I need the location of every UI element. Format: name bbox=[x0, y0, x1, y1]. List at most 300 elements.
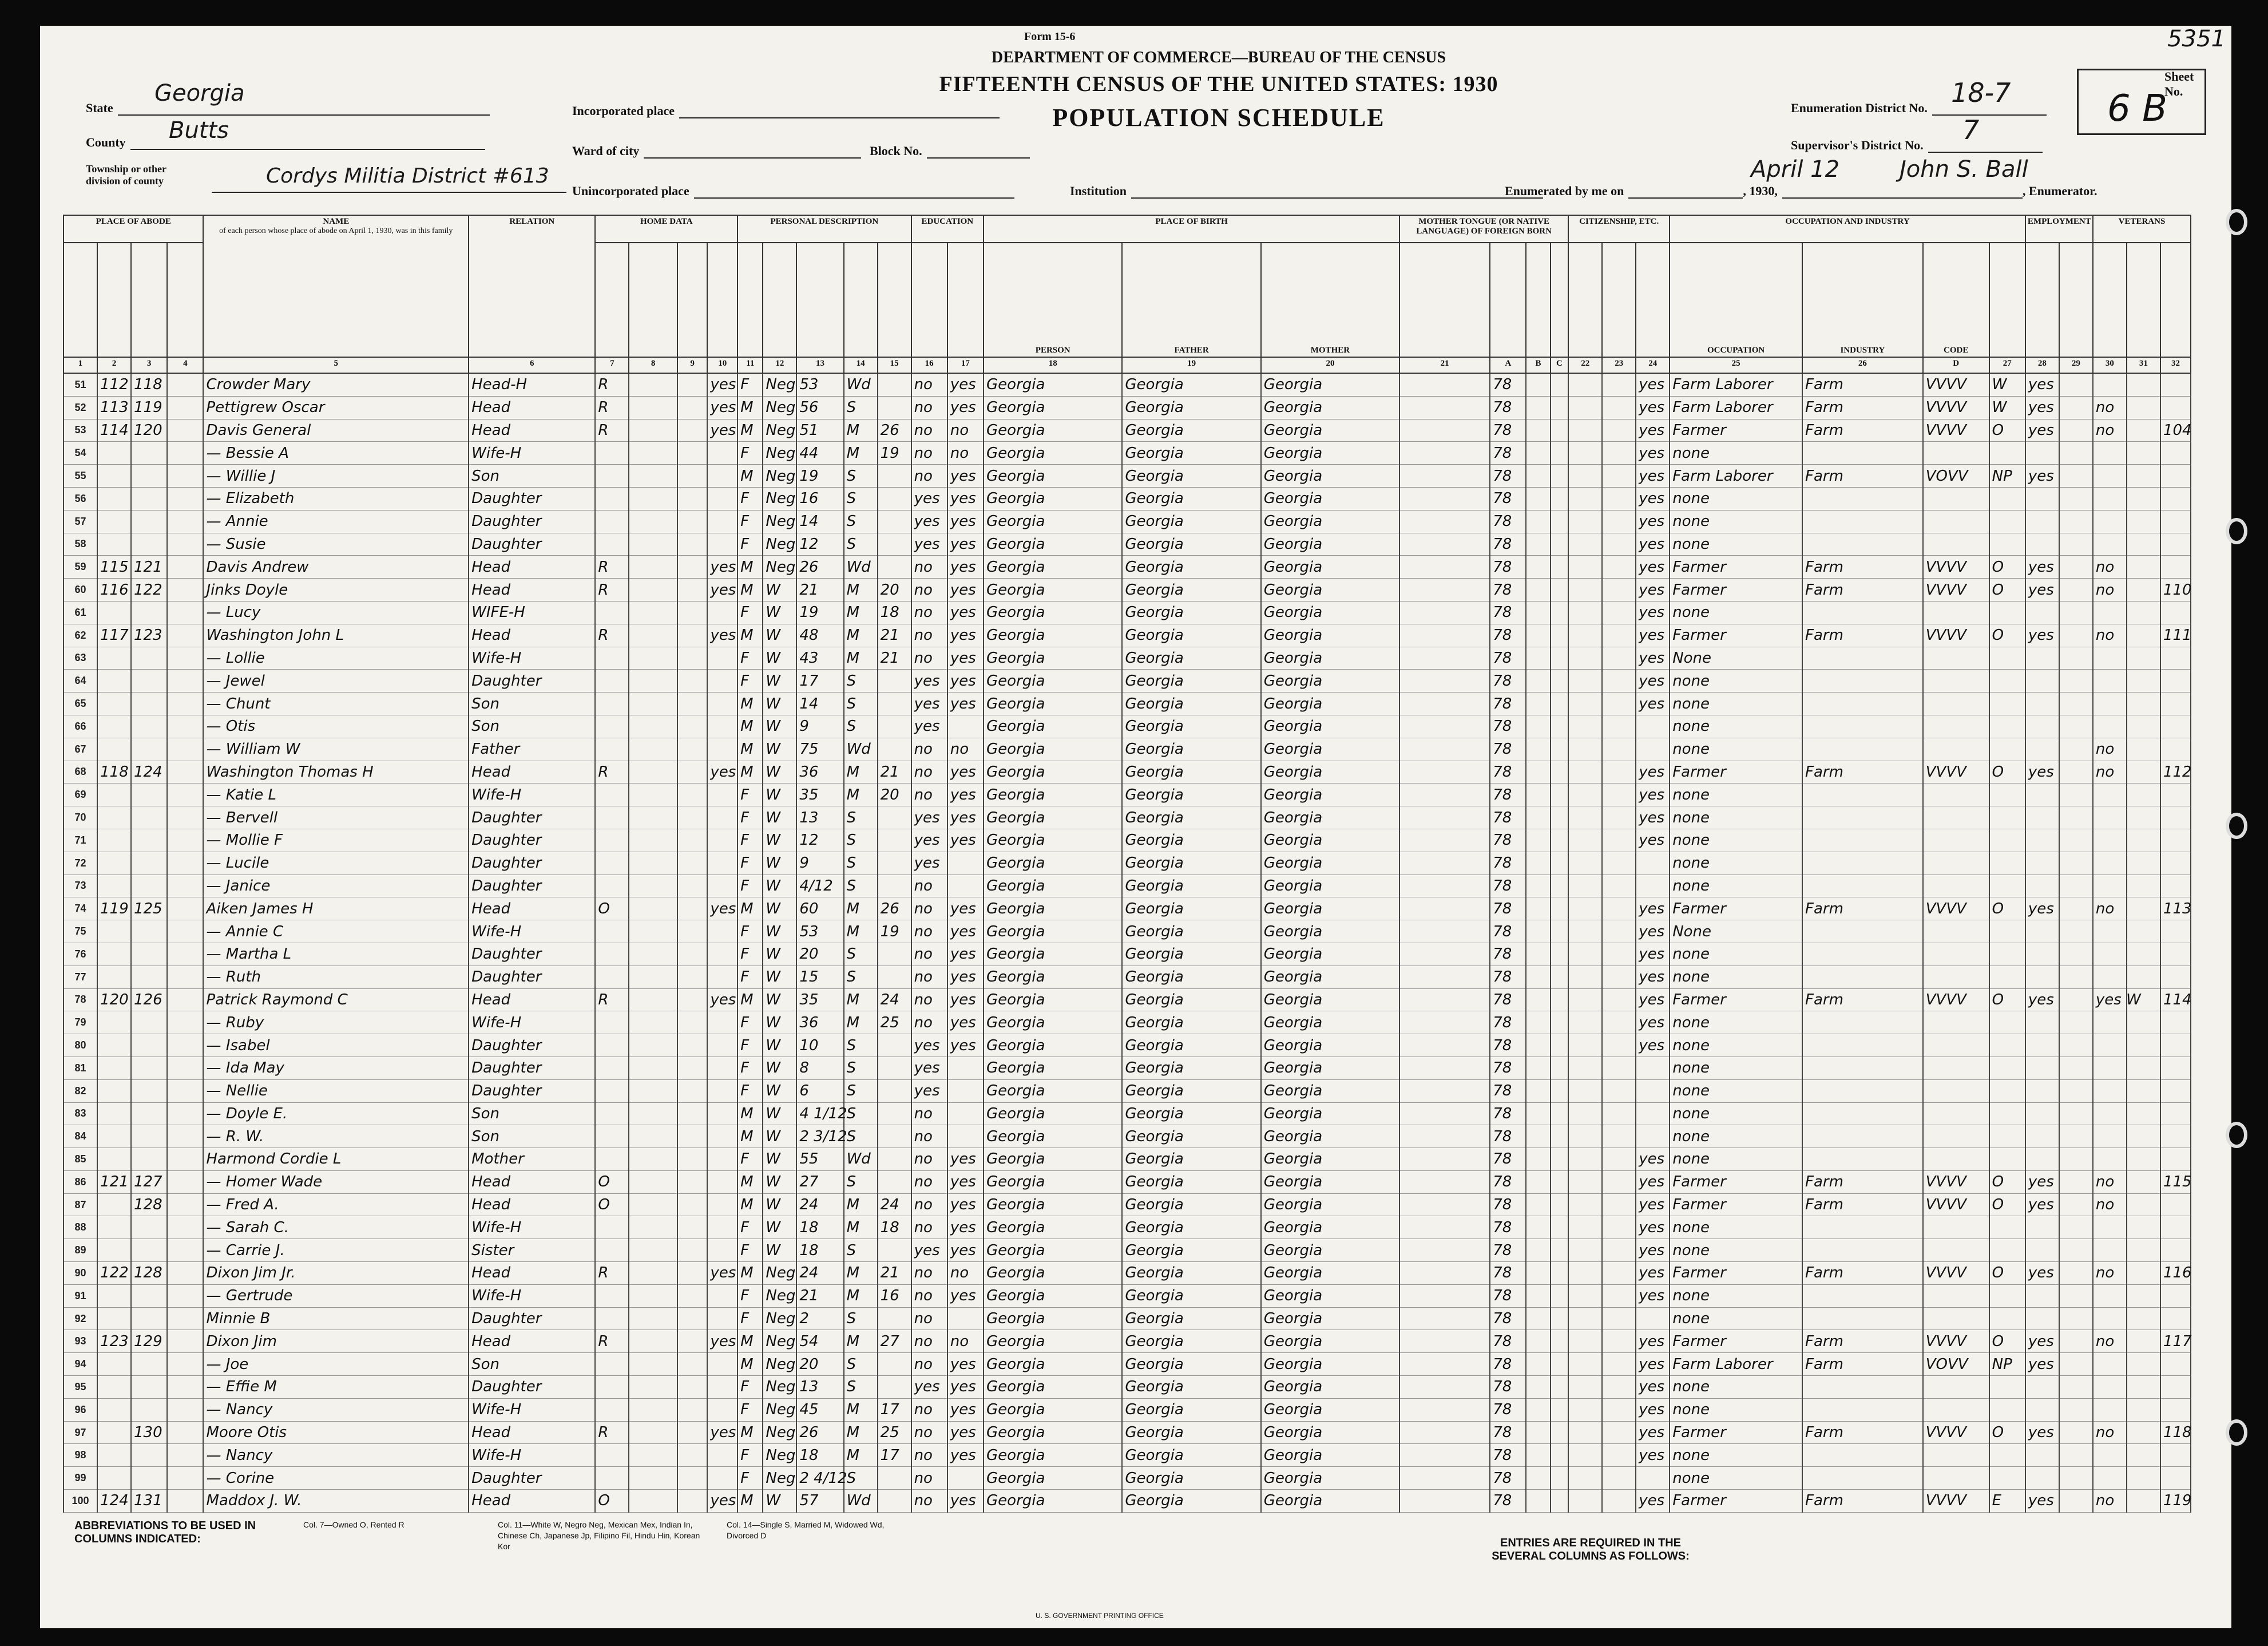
empty-cell bbox=[1568, 373, 1602, 396]
cell-fam: 121 bbox=[131, 556, 167, 579]
cell-home bbox=[595, 1444, 629, 1467]
cell-fam bbox=[131, 784, 167, 806]
cell-fpob: Georgia bbox=[1122, 1216, 1260, 1239]
cell-mpob: Georgia bbox=[1261, 1239, 1399, 1262]
census-sheet bbox=[40, 26, 2231, 1628]
empty-cell bbox=[167, 715, 203, 738]
cell-vet bbox=[2093, 373, 2127, 396]
empty-cell bbox=[1551, 1216, 1569, 1239]
empty-cell bbox=[1551, 897, 1569, 920]
township-label: Township or other division of county bbox=[86, 163, 166, 187]
cell-cls bbox=[1989, 852, 2025, 875]
cell-code bbox=[1923, 715, 1989, 738]
cell-radio bbox=[677, 1284, 708, 1307]
cell-age: 51 bbox=[796, 419, 843, 442]
empty-cell bbox=[1526, 897, 1550, 920]
cell-eng: yes bbox=[1636, 1330, 1670, 1353]
township-value: Cordys Militia District #613 bbox=[266, 164, 549, 188]
cell-cls bbox=[1989, 1307, 2025, 1330]
cell-fam bbox=[131, 1398, 167, 1421]
empty-cell bbox=[167, 1057, 203, 1079]
cell-fpob: Georgia bbox=[1122, 1034, 1260, 1057]
empty-cell bbox=[1551, 966, 1569, 988]
cell-mar: S bbox=[844, 1307, 878, 1330]
cell-sch: yes bbox=[911, 1079, 947, 1102]
line-number: 76 bbox=[64, 943, 97, 966]
cell-eng: yes bbox=[1636, 624, 1670, 647]
empty-cell bbox=[1602, 1170, 1636, 1193]
cell-sex: F bbox=[738, 784, 763, 806]
cell-fam bbox=[131, 1284, 167, 1307]
cell-home bbox=[595, 1353, 629, 1376]
cell-sch: no bbox=[911, 920, 947, 943]
cell-fpob: Georgia bbox=[1122, 1444, 1260, 1467]
empty-cell bbox=[2127, 1193, 2160, 1216]
cell-sch: no bbox=[911, 897, 947, 920]
empty-cell bbox=[2127, 1216, 2160, 1239]
cell-rel: Head bbox=[469, 1170, 595, 1193]
column-number: 32 bbox=[2160, 357, 2191, 373]
empty-cell bbox=[2127, 1421, 2160, 1444]
table-row bbox=[64, 670, 2191, 693]
cell-cls: O bbox=[1989, 1330, 2025, 1353]
cell-read: no bbox=[947, 442, 984, 465]
cell-farm bbox=[707, 806, 738, 829]
cell-code bbox=[1923, 647, 1989, 670]
cell-race: W bbox=[763, 1079, 796, 1102]
cell-eng: yes bbox=[1636, 966, 1670, 988]
cell-read: yes bbox=[947, 670, 984, 693]
cell-sex: M bbox=[738, 1490, 763, 1513]
empty-cell bbox=[2127, 1490, 2160, 1513]
cell-pob: Georgia bbox=[984, 1330, 1122, 1353]
cell-cls bbox=[1989, 1011, 2025, 1034]
cell-race: W bbox=[763, 1057, 796, 1079]
cell-occ: None bbox=[1670, 647, 1802, 670]
cell-mar: Wd bbox=[844, 1490, 878, 1513]
cell-fpob: Georgia bbox=[1122, 579, 1260, 602]
line-number: 88 bbox=[64, 1216, 97, 1239]
cell-mpob: Georgia bbox=[1261, 1490, 1399, 1513]
empty-cell bbox=[1602, 1398, 1636, 1421]
empty-cell bbox=[1602, 988, 1636, 1011]
cell-fpob: Georgia bbox=[1122, 761, 1260, 784]
line-number: 74 bbox=[64, 897, 97, 920]
cell-home bbox=[595, 1376, 629, 1399]
cell-dw bbox=[97, 1193, 131, 1216]
cell-home bbox=[595, 852, 629, 875]
empty-cell bbox=[1602, 1421, 1636, 1444]
empty-cell bbox=[167, 1307, 203, 1330]
cell-mpob: Georgia bbox=[1261, 966, 1399, 988]
column-number: 17 bbox=[947, 357, 984, 373]
cell-pob: Georgia bbox=[984, 373, 1122, 396]
column-number: 23 bbox=[1602, 357, 1636, 373]
cell-code bbox=[1923, 784, 1989, 806]
cell-pob: Georgia bbox=[984, 556, 1122, 579]
cell-farm bbox=[707, 738, 738, 761]
empty-cell bbox=[1526, 1307, 1550, 1330]
empty-cell bbox=[2127, 533, 2160, 556]
cell-name: Aiken James H bbox=[203, 897, 469, 920]
cell-eng: yes bbox=[1636, 1421, 1670, 1444]
empty-cell bbox=[1551, 829, 1569, 852]
cell-home bbox=[595, 1011, 629, 1034]
cell-cls: O bbox=[1989, 579, 2025, 602]
cell-name: — Mollie F bbox=[203, 829, 469, 852]
cell-dw: 123 bbox=[97, 1330, 131, 1353]
cell-mpob: Georgia bbox=[1261, 920, 1399, 943]
empty-cell bbox=[167, 510, 203, 533]
cell-mpob: Georgia bbox=[1261, 1148, 1399, 1171]
empty-cell bbox=[2127, 920, 2160, 943]
cell-dw bbox=[97, 465, 131, 488]
column-number: 3 bbox=[131, 357, 167, 373]
empty-cell bbox=[1602, 579, 1636, 602]
cell-occ: none bbox=[1670, 1034, 1802, 1057]
cell-occ: none bbox=[1670, 510, 1802, 533]
cell-rel: Head bbox=[469, 761, 595, 784]
table-row bbox=[64, 601, 2191, 624]
cell-home: O bbox=[595, 897, 629, 920]
cell-farm bbox=[707, 1125, 738, 1148]
empty-cell bbox=[1568, 806, 1602, 829]
cell-fpob: Georgia bbox=[1122, 829, 1260, 852]
cell-sch: yes bbox=[911, 693, 947, 715]
table-row bbox=[64, 1284, 2191, 1307]
cell-vet bbox=[2093, 1102, 2127, 1125]
cell-home: R bbox=[595, 556, 629, 579]
cell-radio bbox=[677, 1170, 708, 1193]
empty-cell bbox=[2059, 647, 2093, 670]
cell-age1 bbox=[878, 943, 911, 966]
cell-age1: 25 bbox=[878, 1421, 911, 1444]
cell-fam: 123 bbox=[131, 624, 167, 647]
empty-cell bbox=[2127, 1376, 2160, 1399]
cell-farm bbox=[707, 943, 738, 966]
cell-rel: Son bbox=[469, 693, 595, 715]
cell-home bbox=[595, 1057, 629, 1079]
cell-code: VVVV bbox=[1923, 556, 1989, 579]
cell-age: 21 bbox=[796, 1284, 843, 1307]
cell-mpob: Georgia bbox=[1261, 852, 1399, 875]
cell-name: — Susie bbox=[203, 533, 469, 556]
empty-cell bbox=[1568, 1193, 1602, 1216]
ward-field bbox=[572, 140, 861, 159]
cell-age: 17 bbox=[796, 670, 843, 693]
cell-rel: Head bbox=[469, 556, 595, 579]
cell-dw bbox=[97, 1148, 131, 1171]
cell-age1 bbox=[878, 533, 911, 556]
cell-fam bbox=[131, 647, 167, 670]
census-grid bbox=[63, 215, 2191, 1513]
column-number-row bbox=[64, 357, 2191, 373]
cell-home: O bbox=[595, 1170, 629, 1193]
cell-race: W bbox=[763, 988, 796, 1011]
cell-read: yes bbox=[947, 920, 984, 943]
empty-cell bbox=[1399, 943, 1490, 966]
cell-sch: no bbox=[911, 465, 947, 488]
cell-ind: Farm bbox=[1802, 373, 1923, 396]
cell-mpob: Georgia bbox=[1261, 1125, 1399, 1148]
cell-ind bbox=[1802, 1239, 1923, 1262]
cell-fpob: Georgia bbox=[1122, 442, 1260, 465]
cell-sex: M bbox=[738, 1421, 763, 1444]
cell-mar: S bbox=[844, 943, 878, 966]
column-number: 15 bbox=[878, 357, 911, 373]
empty-cell bbox=[1399, 624, 1490, 647]
empty-cell bbox=[1526, 988, 1550, 1011]
cell-radio bbox=[677, 533, 708, 556]
sheet-value: 6 B bbox=[2107, 88, 2167, 130]
empty-cell bbox=[2059, 419, 2093, 442]
cell-farm bbox=[707, 1079, 738, 1102]
cell-sch: no bbox=[911, 1307, 947, 1330]
cell-fam bbox=[131, 1353, 167, 1376]
empty-cell bbox=[1551, 556, 1569, 579]
cell-pob: Georgia bbox=[984, 738, 1122, 761]
table-row bbox=[64, 1467, 2191, 1490]
cell-name: — Elizabeth bbox=[203, 487, 469, 510]
cell-age: 36 bbox=[796, 1011, 843, 1034]
column-number: 6 bbox=[469, 357, 595, 373]
cell-mar: M bbox=[844, 1193, 878, 1216]
cell-eng: yes bbox=[1636, 442, 1670, 465]
cell-farm: yes bbox=[707, 761, 738, 784]
cell-emp bbox=[2025, 1467, 2059, 1490]
cell-tongue: 78 bbox=[1490, 1057, 1526, 1079]
cell-mar: S bbox=[844, 875, 878, 897]
cell-rel: Wife-H bbox=[469, 784, 595, 806]
empty-cell bbox=[629, 988, 677, 1011]
empty-cell bbox=[1526, 1148, 1550, 1171]
cell-name: — Ida May bbox=[203, 1057, 469, 1079]
cell-fam bbox=[131, 1444, 167, 1467]
cell-cls bbox=[1989, 966, 2025, 988]
cell-farm bbox=[707, 693, 738, 715]
cell-emp bbox=[2025, 1034, 2059, 1057]
cell-mar: M bbox=[844, 1011, 878, 1034]
cell-code: VVVV bbox=[1923, 1262, 1989, 1285]
empty-cell bbox=[2127, 1102, 2160, 1125]
cell-fpob: Georgia bbox=[1122, 1467, 1260, 1490]
empty-cell bbox=[629, 693, 677, 715]
cell-age: 6 bbox=[796, 1079, 843, 1102]
cell-sch: no bbox=[911, 419, 947, 442]
cell-radio bbox=[677, 465, 708, 488]
cell-sex: F bbox=[738, 1079, 763, 1102]
empty-cell bbox=[2127, 1057, 2160, 1079]
cell-cls bbox=[1989, 510, 2025, 533]
empty-cell bbox=[167, 601, 203, 624]
empty-cell bbox=[1602, 556, 1636, 579]
cell-rel: Head-H bbox=[469, 373, 595, 396]
cell-mar: S bbox=[844, 533, 878, 556]
cell-name: — Janice bbox=[203, 875, 469, 897]
empty-cell bbox=[1568, 556, 1602, 579]
empty-cell bbox=[1399, 784, 1490, 806]
cell-age: 8 bbox=[796, 1057, 843, 1079]
cell-dw bbox=[97, 715, 131, 738]
empty-cell bbox=[167, 1102, 203, 1125]
cell-fpob: Georgia bbox=[1122, 647, 1260, 670]
cell-age: 53 bbox=[796, 373, 843, 396]
line-number: 82 bbox=[64, 1079, 97, 1102]
cell-occ: none bbox=[1670, 1148, 1802, 1171]
cell-radio bbox=[677, 647, 708, 670]
cell-cls bbox=[1989, 1148, 2025, 1171]
empty-cell bbox=[1551, 396, 1569, 419]
cell-mar: M bbox=[844, 988, 878, 1011]
cell-name: — Bervell bbox=[203, 806, 469, 829]
cell-read: no bbox=[947, 1262, 984, 1285]
cell-fam bbox=[131, 966, 167, 988]
cell-cls: NP bbox=[1989, 1353, 2025, 1376]
cell-radio bbox=[677, 1148, 708, 1171]
empty-cell bbox=[1526, 1330, 1550, 1353]
empty-cell bbox=[629, 465, 677, 488]
cell-mpob: Georgia bbox=[1261, 1353, 1399, 1376]
empty-cell bbox=[2127, 1148, 2160, 1171]
cell-cls bbox=[1989, 1444, 2025, 1467]
line-number: 68 bbox=[64, 761, 97, 784]
cell-eng bbox=[1636, 1125, 1670, 1148]
empty-cell bbox=[2127, 1011, 2160, 1034]
line-number: 99 bbox=[64, 1467, 97, 1490]
cell-age1: 21 bbox=[878, 1262, 911, 1285]
empty-cell bbox=[1602, 1216, 1636, 1239]
cell-name: Harmond Cordie L bbox=[203, 1148, 469, 1171]
cell-mar: S bbox=[844, 1125, 878, 1148]
cell-read: yes bbox=[947, 1239, 984, 1262]
empty-cell bbox=[167, 1034, 203, 1057]
cell-ind bbox=[1802, 1376, 1923, 1399]
column-number: 19 bbox=[1122, 357, 1260, 373]
cell-tongue: 78 bbox=[1490, 875, 1526, 897]
cell-tongue: 78 bbox=[1490, 1421, 1526, 1444]
empty-cell bbox=[1551, 1398, 1569, 1421]
cell-rel: WIFE-H bbox=[469, 601, 595, 624]
table-row bbox=[64, 465, 2191, 488]
cell-farm bbox=[707, 670, 738, 693]
empty-cell bbox=[167, 1193, 203, 1216]
supervisor-value: 7 bbox=[1962, 114, 1980, 145]
binder-hole bbox=[2226, 1419, 2247, 1446]
cell-name: — Annie C bbox=[203, 920, 469, 943]
empty-cell bbox=[1526, 1193, 1550, 1216]
cell-occ: Farmer bbox=[1670, 1170, 1802, 1193]
empty-cell bbox=[2127, 1307, 2160, 1330]
cell-mar: S bbox=[844, 465, 878, 488]
cell-eng: yes bbox=[1636, 1444, 1670, 1467]
line-number: 93 bbox=[64, 1330, 97, 1353]
empty-cell bbox=[1602, 396, 1636, 419]
cell-emp: yes bbox=[2025, 556, 2059, 579]
empty-cell bbox=[1526, 419, 1550, 442]
empty-cell bbox=[2059, 579, 2093, 602]
cell-code bbox=[1923, 1057, 1989, 1079]
cell-sch: no bbox=[911, 966, 947, 988]
empty-cell bbox=[1602, 920, 1636, 943]
cell-home bbox=[595, 487, 629, 510]
empty-cell bbox=[1551, 1353, 1569, 1376]
empty-cell bbox=[629, 1307, 677, 1330]
cell-emp bbox=[2025, 784, 2059, 806]
father-header: FATHER bbox=[1122, 243, 1260, 357]
empty-cell bbox=[1526, 442, 1550, 465]
cell-cls: O bbox=[1989, 419, 2025, 442]
empty-cell bbox=[1399, 988, 1490, 1011]
cell-emp bbox=[2025, 943, 2059, 966]
cell-sex: M bbox=[738, 1193, 763, 1216]
cell-vw bbox=[2160, 670, 2191, 693]
cell-ind: Farm bbox=[1802, 419, 1923, 442]
empty-cell bbox=[2127, 1125, 2160, 1148]
empty-cell bbox=[1526, 693, 1550, 715]
cell-vet bbox=[2093, 966, 2127, 988]
cell-mpob: Georgia bbox=[1261, 1262, 1399, 1285]
empty-cell bbox=[1602, 1034, 1636, 1057]
cell-code bbox=[1923, 693, 1989, 715]
cell-code bbox=[1923, 1216, 1989, 1239]
cell-pob: Georgia bbox=[984, 487, 1122, 510]
empty-cell bbox=[167, 761, 203, 784]
cell-eng: yes bbox=[1636, 920, 1670, 943]
cell-occ: none bbox=[1670, 1011, 1802, 1034]
cell-read bbox=[947, 1467, 984, 1490]
cell-mar: M bbox=[844, 920, 878, 943]
cell-home bbox=[595, 738, 629, 761]
cell-rel: Mother bbox=[469, 1148, 595, 1171]
cell-cls bbox=[1989, 533, 2025, 556]
cell-emp bbox=[2025, 1057, 2059, 1079]
cell-pob: Georgia bbox=[984, 579, 1122, 602]
empty-cell bbox=[1568, 693, 1602, 715]
cell-code bbox=[1923, 1148, 1989, 1171]
cell-race: Neg bbox=[763, 465, 796, 488]
cell-cls bbox=[1989, 943, 2025, 966]
empty-cell bbox=[1602, 829, 1636, 852]
cell-vw bbox=[2160, 1376, 2191, 1399]
cell-age: 56 bbox=[796, 396, 843, 419]
cell-emp bbox=[2025, 670, 2059, 693]
empty-cell bbox=[629, 396, 677, 419]
empty-cell bbox=[167, 1376, 203, 1399]
empty-cell bbox=[1526, 1376, 1550, 1399]
cell-occ: Farmer bbox=[1670, 988, 1802, 1011]
empty-cell bbox=[629, 1284, 677, 1307]
code-header: CODE bbox=[1923, 243, 1989, 357]
cell-sex: M bbox=[738, 1170, 763, 1193]
cell-mar: S bbox=[844, 806, 878, 829]
cell-farm bbox=[707, 465, 738, 488]
cell-read: yes bbox=[947, 556, 984, 579]
cell-eng: yes bbox=[1636, 579, 1670, 602]
cell-pob: Georgia bbox=[984, 419, 1122, 442]
cell-name: — Chunt bbox=[203, 693, 469, 715]
empty-cell bbox=[2059, 1216, 2093, 1239]
cell-eng bbox=[1636, 1057, 1670, 1079]
cell-name: Minnie B bbox=[203, 1307, 469, 1330]
line-number: 81 bbox=[64, 1057, 97, 1079]
column-number: 18 bbox=[984, 357, 1122, 373]
cell-cls bbox=[1989, 693, 2025, 715]
cell-vw bbox=[2160, 1034, 2191, 1057]
cell-ind: Farm bbox=[1802, 1490, 1923, 1513]
cell-sch: yes bbox=[911, 1376, 947, 1399]
cell-read: yes bbox=[947, 784, 984, 806]
cell-name: Davis General bbox=[203, 419, 469, 442]
